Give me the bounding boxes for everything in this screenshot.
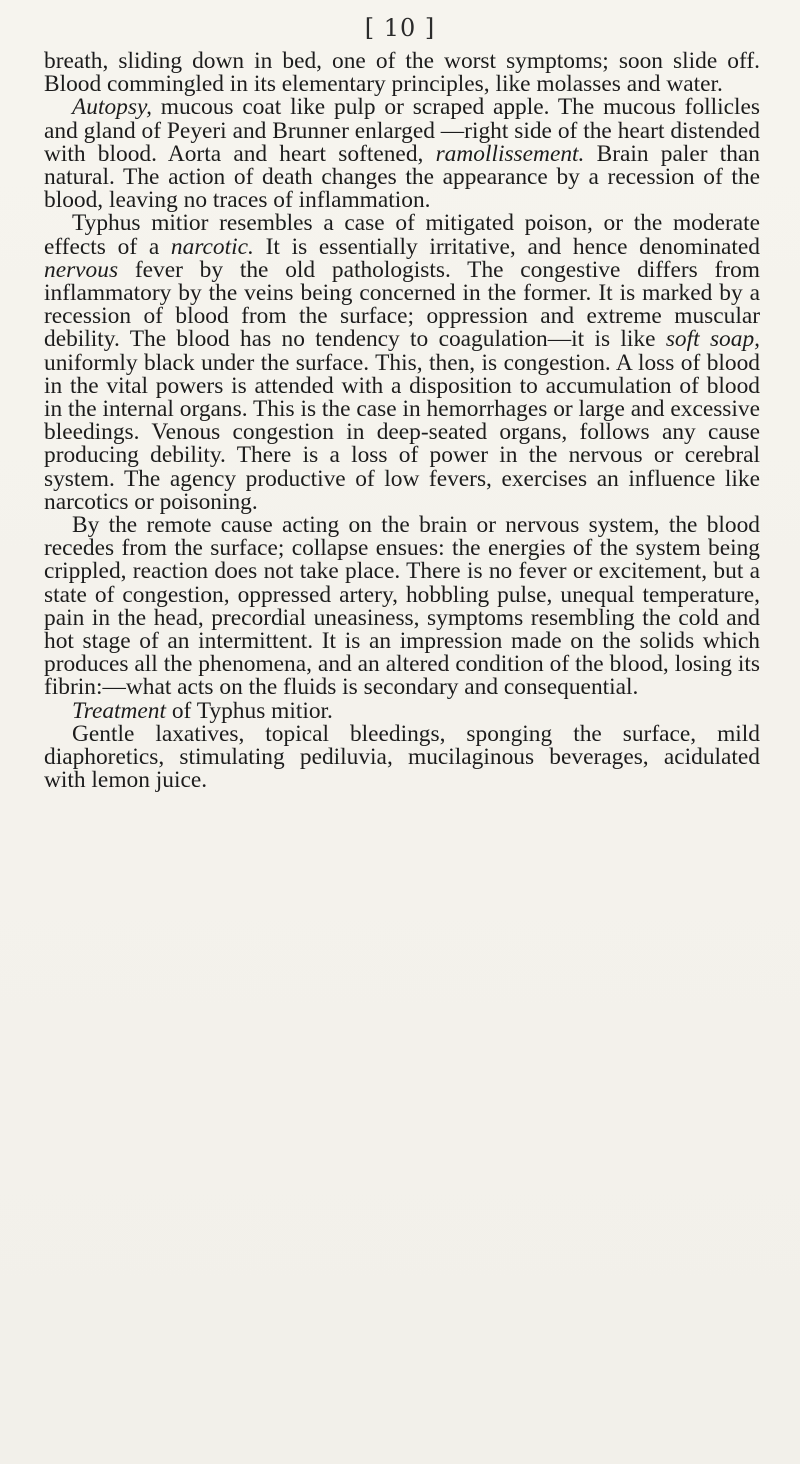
italic-text: Autopsy, xyxy=(72,94,152,121)
text-run: uniformly black under the surface. This, then, is congestion. A loss of blood in the vital powers is attended with a disposition to accumulation of blood in the internal organs. This is the case in hemorrhages or large and excessive bleedings. Venous congestion in deep-seated organs, follows any cause producing debility. There is a loss of power in the nervous or cerebral system. The agency productive of low fevers, exercises an influence like narcotics or poisoning. xyxy=(44,349,760,515)
text-run: breath, sliding down in bed, one of the worst symptoms; soon slide off. Blood commingled in its elementary principles, like molasses and water. xyxy=(44,48,760,98)
body-text xyxy=(44,50,760,793)
italic-text: ramollissement. xyxy=(435,140,585,167)
text-run: fever by the old pathologists. The congestive differs from inflammatory by the veins being concerned in the former. It is marked by a recession of blood from the surface; oppression and extreme muscular debility. The blood has no tendency to coagulation—it is like xyxy=(44,256,760,353)
text-run: of Typhus mitior. xyxy=(166,697,333,724)
text-run: Gentle laxatives, topical bleedings, sponging the surface, mild diaphoretics, stimulating pediluvia, mucilaginous beverages, acidulated with lemon juice. xyxy=(44,720,760,794)
section-heading xyxy=(44,697,760,724)
paragraph xyxy=(44,212,760,514)
paragraph xyxy=(44,514,760,700)
italic-text: narcotic. xyxy=(170,233,254,260)
paragraph xyxy=(44,720,760,794)
text-run: By the remote cause acting on the brain or nervous system, the blood recedes from the surface; collapse ensues: the energies of the system being crippled, reaction does not take place. There is no fever or excitement, but a state of congestion, oppressed artery, hobbling pulse, unequal temperature, pain in the head, precordial uneasiness, symptoms resembling the cold and hot stage of an intermittent. It is an impression made on the solids which produces all the phenomena, and an altered condition of the blood, losing its fibrin:—what acts on the fluids is secondary and consequential. xyxy=(44,512,760,701)
italic-text: Treatment xyxy=(72,697,166,724)
italic-text: soft soap, xyxy=(665,326,760,353)
italic-text: nervous xyxy=(44,256,119,283)
text-run: It is essentially irritative, and hence denominated xyxy=(253,233,761,260)
text-run: mucous coat like pulp or scraped apple. The mucous follicles and gland of Peyeri and Brunner enlarged —right side of the heart distended with blood. Aorta and heart softened, xyxy=(44,94,760,167)
paragraph xyxy=(44,96,760,212)
text-run: Typhus mitior resembles a case of mitigated poison, or the moderate effects of a xyxy=(44,210,760,260)
page-number: [ 10 ] xyxy=(364,14,436,42)
text-run: Brain paler than natural. The action of death changes the appearance by a recession of the blood, leaving no traces of inflammation. xyxy=(44,140,761,214)
paragraph xyxy=(44,50,760,96)
